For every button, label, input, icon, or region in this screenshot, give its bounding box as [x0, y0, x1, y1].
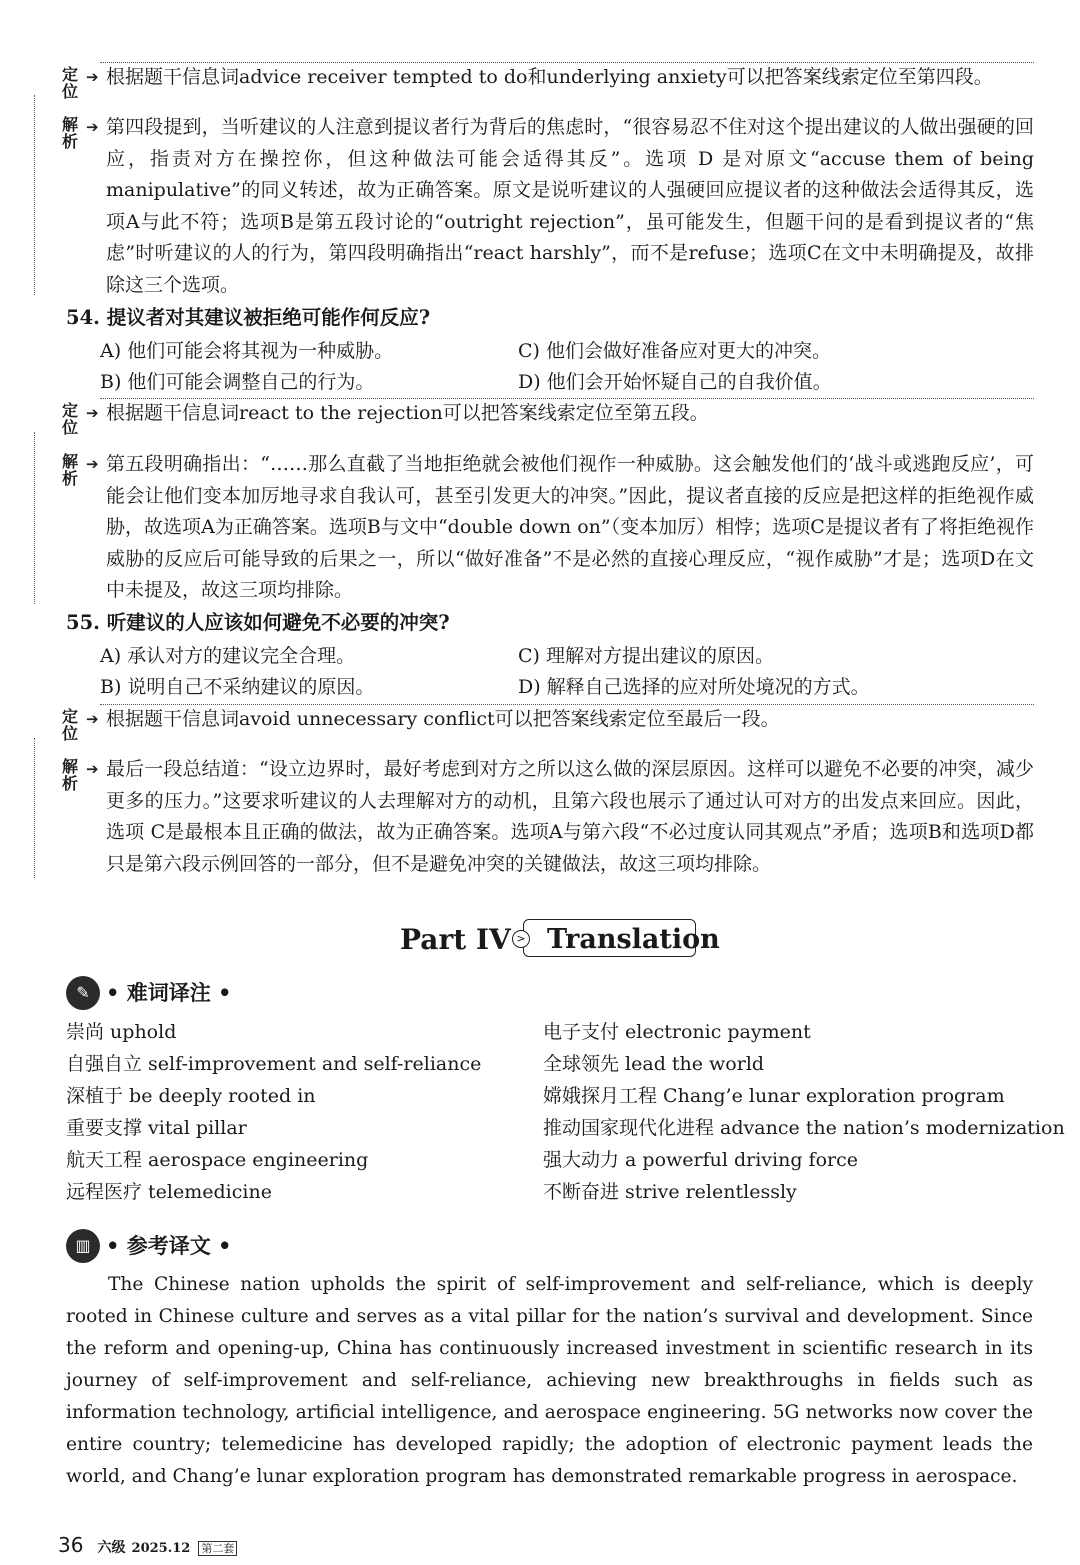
dotted-divider — [100, 62, 1034, 63]
vocab-section-title: • 难词译注 • — [106, 980, 232, 1005]
page-footer — [58, 1533, 237, 1561]
locate-tag — [62, 402, 86, 436]
vocab-item: 重要支撑 vital pillar — [66, 1117, 247, 1139]
q55-analysis-note — [62, 754, 1034, 880]
vocab-item: 嫦娥探月工程 Chang’e lunar exploration program — [543, 1085, 1005, 1107]
q54-analysis-note — [62, 449, 1034, 607]
book-icon: ▥ — [66, 1229, 100, 1263]
vocab-item: 强大动力 a powerful driving force — [543, 1149, 858, 1171]
q54-locate-text: 根据题干信息词react to the rejection可以把答案线索定位至第五段。 — [106, 402, 709, 424]
tag-char: 析 — [62, 469, 79, 488]
vocab-item: 远程医疗 telemedicine — [66, 1181, 272, 1203]
part-title: Part IV — [400, 923, 511, 956]
q55-option-b: B) 说明自己不采纳建议的原因。 — [100, 676, 375, 698]
vocab-item: 全球领先 lead the world — [543, 1053, 765, 1075]
q55-analysis-text: 最后一段总结道：“设立边界时，最好考虑到对方之所以这么做的深层原因。这样可以避免不必要的冲突，减少更多的压力。”这要求听建议的人去理解对方的动机，且第六段也展示了通过认可对方的出发点来回应。因此，选项 C是最根本且正确的做法，故为正确答案。选项A与第六段“不必过度认同其观点”矛盾；选项B和选项D都只是第六段示例回答的一部分，但不是避免冲突的关键做法，故这三项均排除。 — [106, 758, 1034, 875]
dotted-margin — [34, 738, 35, 878]
part-label: Translation — [547, 924, 720, 955]
q55-option-d: D) 解释自己选择的应对所处境况的方式。 — [518, 676, 870, 698]
dotted-margin — [34, 432, 35, 604]
footer-set: 第二套 — [198, 1541, 237, 1556]
vocab-item: 不断奋进 strive relentlessly — [543, 1181, 797, 1203]
arrow-icon: ➔ — [86, 118, 99, 136]
footer-level: 六级 — [97, 1540, 126, 1556]
page-number: 36 — [58, 1533, 84, 1557]
q53-locate-note — [62, 62, 1034, 101]
tag-char: 析 — [62, 132, 79, 151]
q54-option-d: D) 他们会开始怀疑自己的自我价值。 — [518, 371, 832, 393]
footer-issue: 2025.12 — [131, 1541, 191, 1556]
arrow-icon: ➔ — [86, 455, 99, 473]
translation-text: The Chinese nation upholds the spirit of self-improvement and self-reliance, which is deeply rooted in Chinese culture and serves as a vital pillar for the nation’s survival and development. Since the reform and opening-up, China has continuously increased investment in scientific research in its journey of self-improvement and self-reliance, achieving new breakthroughs in fields such as information technology, artificial intelligence, and aerospace engineering. 5G networks now cover the entire country; telemedicine has developed rapidly; the adoption of electronic payment leads the world, and Chang’e lunar exploration program has demonstrated remarkable progress in aerospace. — [66, 1274, 1033, 1487]
note-icon: ✎ — [66, 976, 100, 1010]
tag-char: 定 — [62, 65, 79, 84]
analysis-tag — [62, 758, 86, 792]
vocab-item: 崇尚 uphold — [66, 1021, 177, 1043]
q54-analysis-text: 第五段明确指出：“……那么直截了当地拒绝就会被他们视作一种威胁。这会触发他们的‘战斗或逃跑反应’，可能会让他们变本加厉地寻求自我认可，甚至引发更大的冲突。”因此，提议者直接的反应是把这样的拒绝视作威胁，故选项A为正确答案。选项B与文中“double down on”（变本加厉）相悖；选项C是提议者有了将拒绝视作威胁的反应后可能导致的后果之一，所以“做好准备”不是必然的直接心理反应，“视作威胁”才是；选项D在文中未提及，故这三项均排除。 — [106, 453, 1034, 601]
chevron-right-icon: > — [512, 930, 530, 948]
analysis-tag — [62, 116, 86, 150]
q53-analysis-note — [62, 112, 1034, 301]
q55-locate-note — [62, 704, 1034, 743]
tag-char: 解 — [62, 757, 79, 776]
vocab-item: 电子支付 electronic payment — [543, 1021, 811, 1043]
dotted-divider — [100, 704, 1034, 705]
tag-char: 位 — [62, 418, 79, 437]
analysis-tag — [62, 453, 86, 487]
tag-char: 析 — [62, 774, 79, 793]
arrow-icon: ➔ — [86, 404, 99, 422]
question-55-stem: 55. 听建议的人应该如何避免不必要的冲突? — [66, 611, 450, 634]
q53-locate-text: 根据题干信息词advice receiver tempted to do和underlying anxiety可以把答案线索定位至第四段。 — [106, 66, 993, 88]
dotted-margin — [34, 95, 35, 295]
question-54-stem: 54. 提议者对其建议被拒绝可能作何反应? — [66, 306, 431, 329]
q55-locate-text: 根据题干信息词avoid unnecessary conflict可以把答案线索定位至最后一段。 — [106, 708, 780, 730]
tag-char: 定 — [62, 707, 79, 726]
vocab-item: 推动国家现代化进程 advance the nation’s modernization — [543, 1117, 1065, 1139]
locate-tag — [62, 66, 86, 100]
q54-option-b: B) 他们可能会调整自己的行为。 — [100, 371, 375, 393]
vocab-item: 深植于 be deeply rooted in — [66, 1085, 316, 1107]
dotted-divider — [100, 398, 1034, 399]
tag-char: 解 — [62, 452, 79, 471]
q54-option-c: C) 他们会做好准备应对更大的冲突。 — [518, 340, 831, 362]
arrow-icon: ➔ — [86, 68, 99, 86]
q54-option-a: A) 他们可能会将其视为一种威胁。 — [100, 340, 394, 362]
q53-analysis-text: 第四段提到，当听建议的人注意到提议者行为背后的焦虑时，“很容易忍不住对这个提出建议的人做出强硬的回应，指责对方在操控你，但这种做法可能会适得其反”。选项 D 是对原文“accuse them of being manipulative”的同义转述，故为正确答案。原文是说听建议的人强硬回应提议者的这种做法会适得其反，选项A与此不符；选项B是第五段讨论的“outright rejection”，虽可能发生，但题干问的是看到提议者的“焦虑”时听建议的人的行为，第四段明确指出“react harshly”，而不是refuse；选项C在文中未明确提及，故排除这三个选项。 — [106, 116, 1034, 296]
vocab-item: 自强自立 self-improvement and self-reliance — [66, 1053, 482, 1075]
tag-char: 定 — [62, 401, 79, 420]
tag-char: 解 — [62, 115, 79, 134]
translation-section-title: • 参考译文 • — [106, 1233, 232, 1258]
vocab-item: 航天工程 aerospace engineering — [66, 1149, 369, 1171]
q54-locate-note — [62, 398, 1034, 437]
locate-tag — [62, 708, 86, 742]
arrow-icon: ➔ — [86, 710, 99, 728]
q55-option-a: A) 承认对方的建议完全合理。 — [100, 645, 356, 667]
arrow-icon: ➔ — [86, 760, 99, 778]
tag-char: 位 — [62, 724, 79, 743]
q55-option-c: C) 理解对方提出建议的原因。 — [518, 645, 774, 667]
tag-char: 位 — [62, 82, 79, 101]
